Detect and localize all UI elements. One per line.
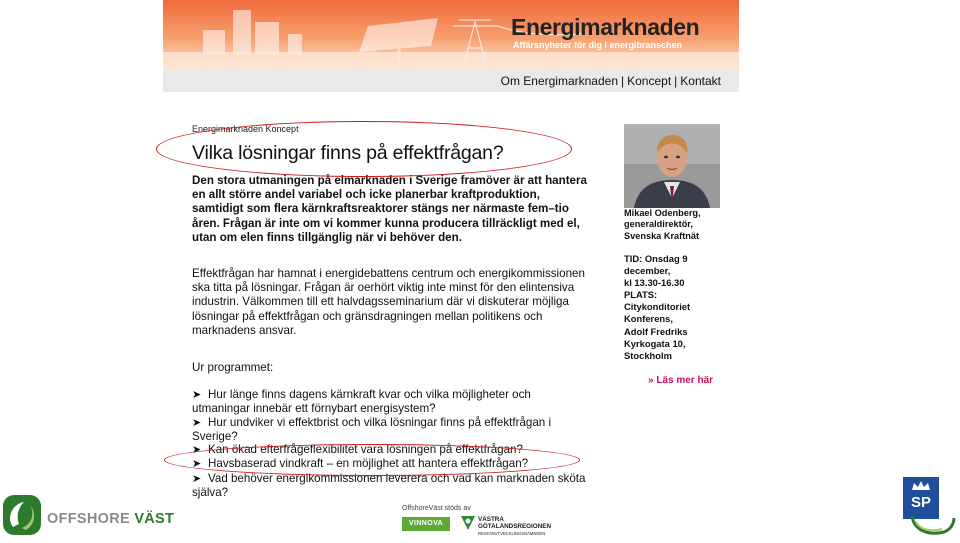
program-item-text: Hur länge finns dagens kärnkraft kvar och vilka möjligheter och utmaningar innebär ett förnybart energisystem? [192, 388, 531, 416]
arrow-bullet-icon: ➤ [192, 472, 202, 485]
program-item [192, 388, 592, 416]
vast-word: VÄST [134, 511, 175, 527]
event-details [624, 253, 734, 362]
supported-by-text: OffshoreVäst stöds av [402, 505, 471, 512]
vgr-wordmark [478, 516, 551, 537]
program-item-text: Kan ökad efterfrågeflexibilitet vara lösningen på effektfrågan? [208, 443, 523, 457]
caption-line: Mikael Odenberg, [624, 208, 701, 218]
crown-icon [903, 479, 939, 493]
site-title: Energimarknaden [511, 14, 700, 40]
headline-highlight-ellipse [156, 121, 572, 177]
nav-separator: | [674, 74, 678, 88]
vgr-line: GÖTALANDSREGIONEN [478, 523, 551, 530]
vgr-logo-icon [460, 515, 476, 533]
nav-link-kontakt[interactable]: Kontakt [680, 74, 721, 88]
program-title: Ur programmet: [192, 361, 274, 374]
offshore-word: OFFSHORE [47, 511, 130, 527]
article-lead: Den stora utmaningen på elmarknaden i Sverige framöver är att hantera en allt större andel variabel och icke planerbar kraftproduktion, samtidigt som flera kärnkraftsreaktorer stängs ner närmaste fem–tio åren. Frågan är inte om vi kommer kunna producera tillräckligt med el, utan om elen finns tillgänglig när vi behöver den. [192, 174, 587, 244]
event-line: kl 13.30-16.30 [624, 277, 685, 289]
read-more-link[interactable]: » Läs mer här [648, 375, 714, 386]
nav-separator: | [621, 74, 625, 88]
nav-link-koncept[interactable]: Koncept [627, 74, 672, 88]
program-item [192, 416, 592, 444]
arrow-bullet-icon: ➤ [192, 389, 202, 401]
top-navigation [163, 70, 739, 92]
program-highlight-ellipse [164, 444, 580, 476]
vgr-line: REGIONUTVECKLINGSNÄMNDEN [478, 531, 546, 536]
program-item-text: Vad behöver energikommissionen leverera och vad kan marknaden sköta själva? [192, 471, 586, 500]
sp-seal-icon [908, 512, 956, 538]
site-tagline: Affärsnyheter för dig i energibranschen [513, 40, 683, 50]
vinnova-logo: VINNOVA [402, 517, 450, 531]
event-line: TID: Onsdag 9 [624, 253, 688, 264]
arrow-bullet-icon: ➤ [192, 458, 202, 471]
site-banner [163, 0, 739, 70]
nav-link-om[interactable]: Om Energimarknaden [500, 74, 618, 88]
caption-line: generaldirektör, [624, 219, 693, 230]
nav-links [501, 74, 721, 88]
event-line: Konferens, [624, 313, 673, 325]
offshore-vast-wordmark [47, 511, 174, 527]
offshore-vast-logo-icon [2, 494, 42, 536]
event-line: Stockholm [624, 349, 672, 361]
article-body: Effektfrågan har hamnat i energidebattens centrum och energikommissionen ska titta på lösningar. Frågan är oerhört viktig inte minst för den elintensiva industrin. Välkommen till ett halvdagsseminarium där vi diskuterar möjliga lösningar på effektfrågan och gränsdragningen mellan politikens och marknadens ansvar. [192, 267, 585, 337]
arrow-bullet-icon: ➤ [192, 444, 202, 457]
sp-logo-text: SP [910, 494, 931, 511]
speaker-photo [624, 124, 720, 208]
breadcrumb: Energimarknaden Koncept [192, 124, 299, 134]
event-line: Adolf Fredriks [624, 325, 688, 337]
portrait-image [624, 124, 720, 208]
event-line: Kyrkogata 10, [624, 337, 686, 349]
event-line: december, [624, 265, 671, 277]
speaker-caption [624, 208, 734, 242]
event-line: Citykonditoriet [624, 301, 691, 313]
vgr-line: VÄSTRA [478, 516, 504, 523]
arrow-bullet-icon: ➤ [192, 416, 202, 429]
caption-line: Svenska Kraftnät [624, 230, 700, 241]
article-headline: Vilka lösningar finns på effektfrågan? [192, 142, 504, 164]
event-line: PLATS: [624, 289, 658, 301]
program-item-text: Hur undviker vi effektbrist och vilka lösningar finns på effektfrågan i Sverige? [192, 415, 552, 443]
program-item-text: Havsbaserad vindkraft – en möjlighet att hantera effektfrågan? [208, 457, 529, 471]
